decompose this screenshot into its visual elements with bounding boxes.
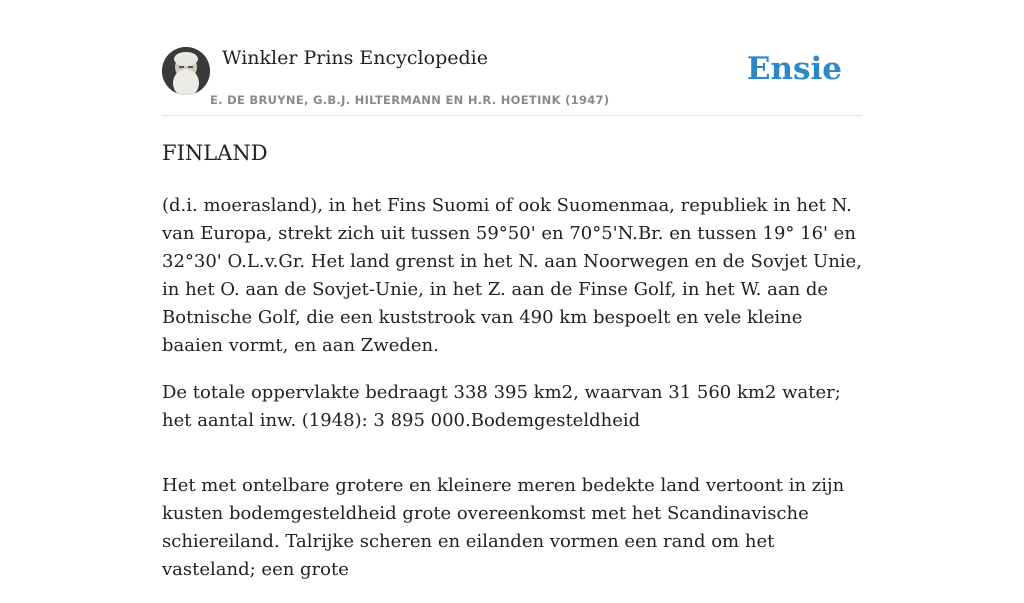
authors-line: E. DE BRUYNE, G.B.J. HILTERMANN EN H.R. HOETINK (1947) [210, 93, 610, 107]
entry-content [162, 192, 864, 603]
author-portrait[interactable] [162, 47, 210, 95]
portrait-image [162, 47, 210, 95]
ensie-logo[interactable]: Ensie [746, 51, 842, 87]
publication-title[interactable]: Winkler Prins Encyclopedie [222, 47, 488, 69]
paragraph: Het met ontelbare grotere en kleinere meren bedekte land vertoont in zijn kusten bodemgesteldheid grote overeenkomst met het Scandinavische schiereiland. Talrijke scheren en eilanden vormen een rand om het vasteland; een grote [162, 475, 845, 580]
header [162, 45, 862, 116]
paragraph: De totale oppervlakte bedraagt 338 395 km2, waarvan 31 560 km2 water; het aantal inw. (1948): 3 895 000.Bodemgesteldheid [162, 382, 841, 431]
entry-title: FINLAND [162, 141, 268, 165]
paragraph: (d.i. moerasland), in het Fins Suomi of ook Suomenmaa, republiek in het N. van Europa, strekt zich uit tussen 59°50' en 70°5'N.Br. en tussen 19° 16' en 32°30' O.L.v.Gr. Het land grenst in het N. aan Noorwegen en de Sovjet Unie, in het O. aan de Sovjet-Unie, in het Z. aan de Finse Golf, in het W. aan de Botnische Golf, die een kuststrook van 490 km bespoelt en vele kleine baaien vormt, en aan Zweden. [162, 195, 862, 356]
